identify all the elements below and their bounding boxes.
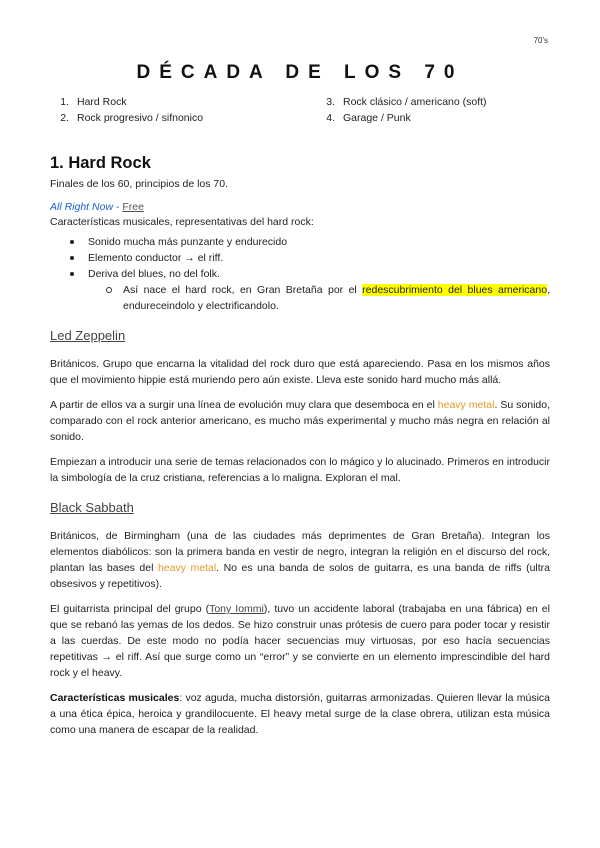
paragraph-text: . Su sonido, comparado con el rock anterior americano, es mucho más experimental y mucho más negra en relación al sonido. (50, 399, 550, 443)
sub-list-item (50, 282, 550, 314)
sabbath-paragraph-3 (50, 690, 550, 738)
section-subtitle: Finales de los 60, principios de los 70. (50, 178, 229, 190)
zeppelin-paragraph-1: Británicos. Grupo que encarna la vitalidad del rock duro que está apareciendo. Pasa en los mismos años que el movimiento hippie está muriendo pero aún existe. Lleva este sonido hard mucho más allá. (50, 358, 550, 386)
sub-list (50, 282, 550, 314)
toc-item (316, 110, 487, 126)
toc-label: Rock progresivo / sifnonico (77, 112, 204, 124)
highlighted-text: redescubrimiento del blues americano (362, 284, 548, 296)
song-title-link[interactable]: All Right Now (50, 201, 114, 213)
list-item (50, 234, 550, 250)
toc-label: Rock clásico / americano (soft) (343, 96, 487, 108)
tony-iommi-link[interactable]: Tony Iommi (209, 603, 264, 615)
toc-number: 1. (60, 96, 69, 108)
song-artist-link[interactable]: Free (122, 201, 144, 213)
song-reference (50, 200, 550, 214)
subsection-heading-led-zeppelin[interactable]: Led Zeppelin (50, 328, 126, 343)
toc-left-column (50, 94, 203, 126)
sub-item-text-post: , endureceindolo y electrificandolo. (123, 284, 550, 312)
sabbath-paragraph-1 (50, 528, 550, 592)
paragraph-text: A partir de ellos va a surgir una línea de evolución muy clara que desemboca en el (50, 399, 438, 411)
characteristics-intro: Características musicales, representativas del hard rock: (50, 216, 314, 228)
section-heading-hard-rock: 1. Hard Rock (50, 154, 151, 172)
heavy-metal-link[interactable]: heavy metal (437, 399, 495, 411)
characteristics-list (50, 234, 550, 282)
main-content (50, 153, 550, 738)
toc-right-column (316, 94, 487, 126)
toc-number: 4. (326, 112, 335, 124)
paragraph-text: ), tuvo un accidente laboral (trabajaba en una fábrica) en el que se rebanó las yemas de los dedos. Se hizo construir unas prótesis de cuero para poder tocar y resistir a las cuerdas. De este modo no podía hacer secuencias muy virtuosas, por eso hacía secuencias repetitivas → el riff. Así que surge como un “error” y se convierte en un elemento imprescindible del hard rock y el heavy. (50, 603, 550, 679)
subsection-heading-black-sabbath[interactable]: Black Sabbath (50, 500, 134, 515)
page-title: DÉCADA DE LOS 70 (136, 62, 464, 83)
toc-item (50, 110, 203, 126)
paragraph-text: . No es una banda de solos de guitarra, es una banda de riffs (ultra obsesivos y repetitivos). (50, 562, 550, 590)
song-separator: - (113, 201, 123, 213)
list-item-text: Deriva del blues, no del folk. (88, 268, 220, 280)
toc-label: Hard Rock (77, 96, 127, 108)
bullet-dot-icon (70, 272, 74, 276)
zeppelin-paragraph-2 (50, 397, 550, 445)
paragraph-text: Británicos, de Birmingham (una de las ciudades más deprimentes de Gran Bretaña). Integran los elementos diabólicos: son la primera banda en vestir de negro, integran la religión en el discurso del rock, plantan las bases del (50, 530, 550, 574)
bullet-circle-icon (106, 287, 112, 293)
sub-item-text-pre: Así nace el hard rock, en Gran Bretaña por el (123, 284, 363, 296)
paragraph-text: El guitarrista principal del grupo ( (50, 603, 210, 615)
list-item-text: Elemento conductor → el riff. (88, 252, 224, 264)
zeppelin-paragraph-3: Empiezan a introducir una serie de temas relacionados con lo mágico y lo alucinado. Primeros en introducir la simbología de la cruz cristiana, referencias a lo maligna. Exploran el mal. (50, 456, 550, 484)
list-item-text: Sonido mucha más punzante y endurecido (88, 236, 288, 248)
toc-item (316, 94, 487, 110)
paragraph-text: : voz aguda, mucha distorsión, guitarras armonizadas. Quieren llevar la música a una ética épica, heroica y grandilocuente. El heavy metal surge de la clase obrera, utilizan esta música como una manera de escapar de la realidad. (50, 692, 550, 736)
sabbath-paragraph-2 (50, 601, 550, 681)
bullet-dot-icon (70, 256, 74, 260)
bullet-dot-icon (70, 240, 74, 244)
toc-label: Garage / Punk (343, 112, 411, 124)
list-item (50, 250, 550, 266)
bold-label: Características musicales (50, 692, 180, 704)
toc-number: 3. (326, 96, 335, 108)
list-item (50, 266, 550, 282)
toc-number: 2. (60, 112, 69, 124)
page-header-tag: 70's (533, 36, 548, 45)
toc-item (50, 94, 203, 110)
heavy-metal-link[interactable]: heavy metal (157, 562, 217, 574)
